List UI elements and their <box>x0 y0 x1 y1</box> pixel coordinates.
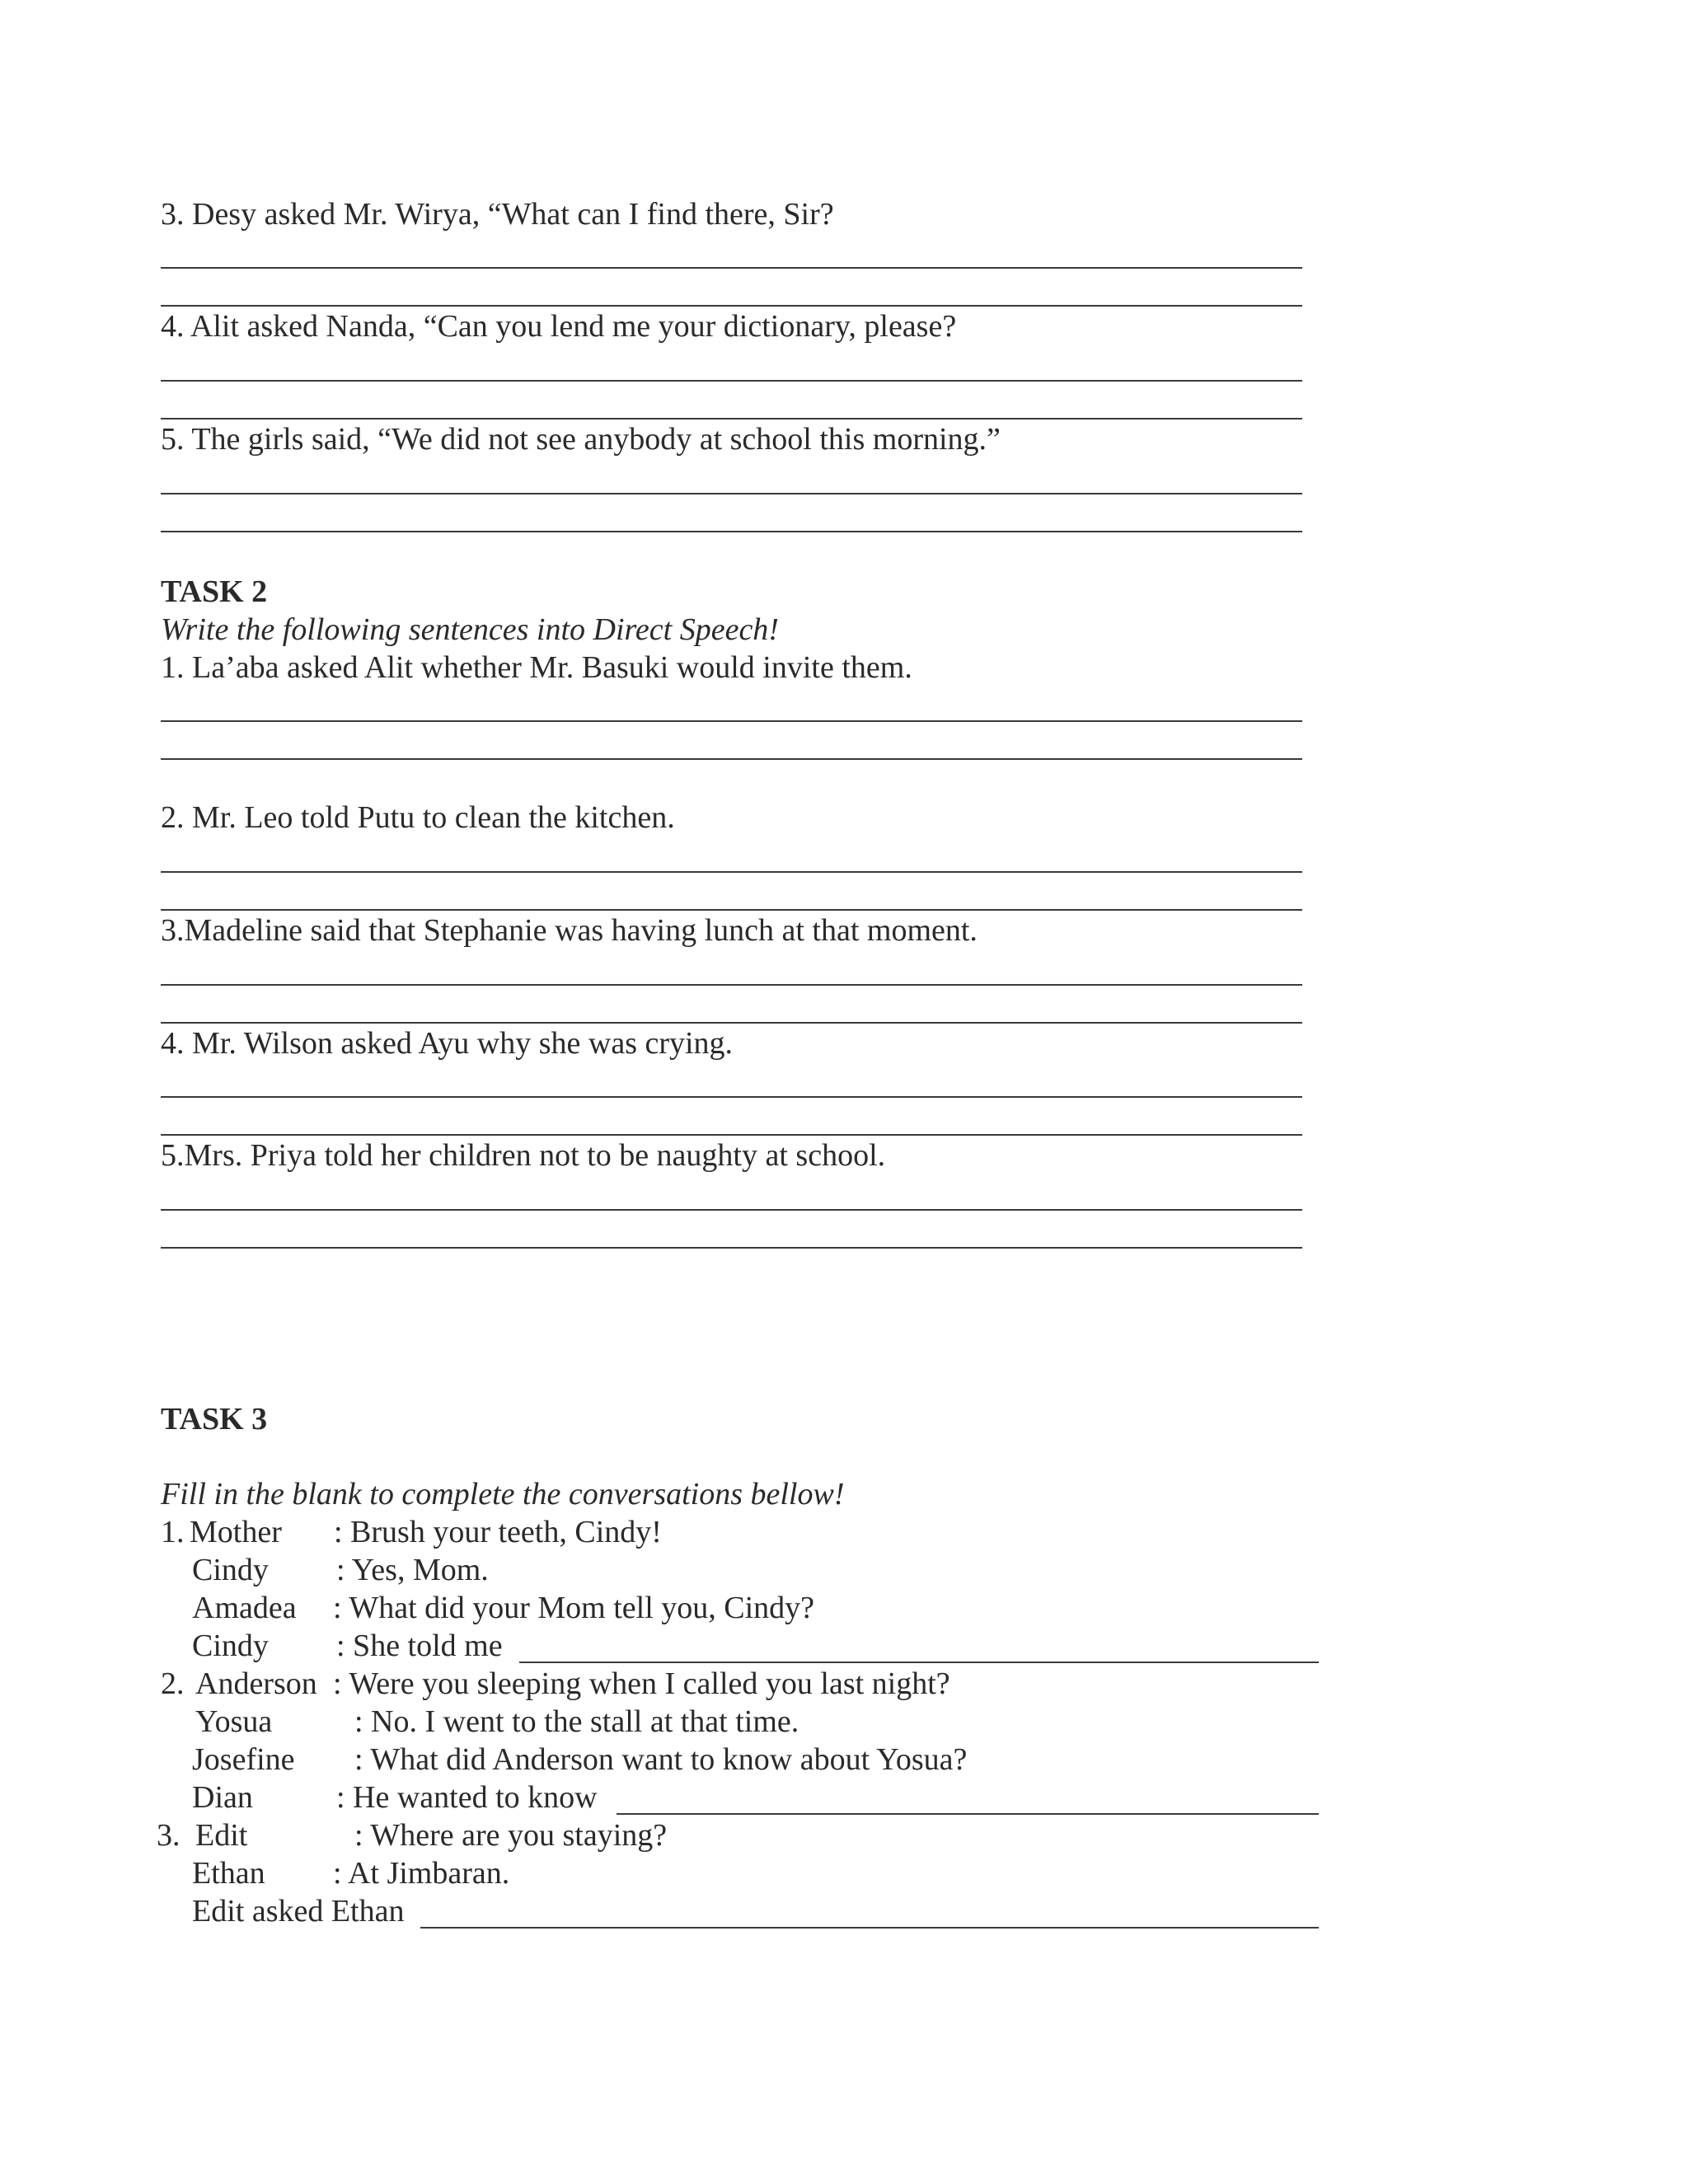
conv1-speaker: Amadea <box>192 1591 297 1625</box>
task2-question-1: 1. La’aba asked Alit whether Mr. Basuki would invite them. <box>161 650 912 685</box>
task2-instruction: Write the following sentences into Direct Speech! <box>161 612 779 647</box>
answer-line[interactable] <box>161 418 1302 419</box>
task1-question-5: 5. The girls said, “We did not see anybody at school this morning.” <box>161 422 1001 457</box>
conv2-line: : No. I went to the stall at that time. <box>354 1704 799 1739</box>
task2-question-4: 4. Mr. Wilson asked Ayu why she was crying. <box>161 1026 734 1061</box>
conv1-speaker: Mother <box>190 1515 282 1549</box>
answer-line[interactable] <box>161 305 1302 307</box>
answer-line[interactable] <box>161 493 1302 494</box>
conv1-number: 1. <box>161 1515 185 1549</box>
conv2-speaker: Josefine <box>192 1742 295 1777</box>
conv1-line: : What did your Mom tell you, Cindy? <box>333 1591 815 1625</box>
task3-instruction: Fill in the blank to complete the conversations bellow! <box>161 1477 845 1511</box>
answer-line[interactable] <box>161 720 1302 722</box>
conv2-speaker: Yosua <box>195 1704 273 1739</box>
answer-line[interactable] <box>161 1247 1302 1249</box>
task1-question-4: 4. Alit asked Nanda, “Can you lend me your dictionary, please? <box>161 309 957 344</box>
conv2-speaker: Anderson <box>195 1666 317 1701</box>
conv2-number: 2. <box>161 1666 185 1701</box>
conv3-line: : Where are you staying? <box>354 1818 668 1853</box>
answer-line[interactable] <box>161 984 1302 986</box>
answer-line[interactable] <box>161 1022 1302 1024</box>
conv3-number: 3. <box>157 1818 181 1853</box>
conv1-line: : Yes, Mom. <box>336 1553 489 1587</box>
task2-question-5: 5.Mrs. Priya told her children not to be naughty at school. <box>161 1138 886 1173</box>
fill-blank-2[interactable] <box>617 1813 1319 1815</box>
task2-question-3: 3.Madeline said that Stephanie was having lunch at that moment. <box>161 913 978 948</box>
answer-line[interactable] <box>161 1209 1302 1211</box>
conv1-line: : Brush your teeth, Cindy! <box>334 1515 662 1549</box>
conv3-final-prompt: Edit asked Ethan <box>192 1894 405 1929</box>
conv2-line: : What did Anderson want to know about Yosua? <box>354 1742 968 1777</box>
conv3-speaker: Edit <box>195 1818 248 1853</box>
answer-line[interactable] <box>161 871 1302 873</box>
answer-line[interactable] <box>161 758 1302 760</box>
conv2-line: : Were you sleeping when I called you last night? <box>333 1666 950 1701</box>
fill-blank-1[interactable] <box>519 1661 1319 1663</box>
conv1-speaker: Cindy <box>192 1629 269 1663</box>
conv2-line: : He wanted to know <box>336 1780 598 1815</box>
conv3-speaker: Ethan <box>192 1856 265 1891</box>
answer-line[interactable] <box>161 909 1302 911</box>
fill-blank-3[interactable] <box>420 1927 1319 1929</box>
answer-line[interactable] <box>161 267 1302 269</box>
task2-heading: TASK 2 <box>161 574 268 609</box>
conv3-line: : At Jimbaran. <box>333 1856 510 1891</box>
task3-heading: TASK 3 <box>161 1402 268 1436</box>
task2-question-2: 2. Mr. Leo told Putu to clean the kitchen. <box>161 800 675 835</box>
answer-line[interactable] <box>161 531 1302 532</box>
answer-line[interactable] <box>161 1096 1302 1098</box>
conv1-speaker: Cindy <box>192 1553 269 1587</box>
task1-question-3: 3. Desy asked Mr. Wirya, “What can I find there, Sir? <box>161 197 834 232</box>
conv1-line: : She told me <box>336 1629 503 1663</box>
answer-line[interactable] <box>161 380 1302 382</box>
answer-line[interactable] <box>161 1134 1302 1136</box>
conv2-speaker: Dian <box>192 1780 253 1815</box>
